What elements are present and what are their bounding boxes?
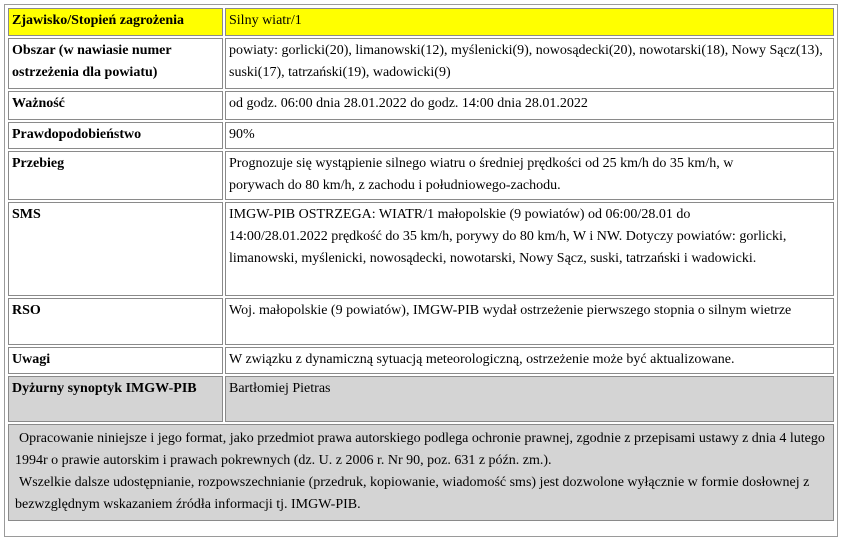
- warning-container: [4, 4, 838, 537]
- probability-label: Prawdopodobieństwo: [8, 122, 223, 149]
- copyright-notice: [8, 424, 834, 521]
- notes-value: W związku z dynamiczną sytuacją meteorologiczną, ostrzeżenie może być aktualizowane.: [225, 347, 834, 374]
- probability-value: 90%: [225, 122, 834, 149]
- phenomenon-label: Zjawisko/Stopień zagrożenia: [8, 8, 223, 36]
- phenomenon-value: Silny wiatr/1: [225, 8, 834, 36]
- forecaster-label: Dyżurny synoptyk IMGW-PIB: [8, 376, 223, 422]
- row-rso: [8, 298, 834, 345]
- validity-value: od godz. 06:00 dnia 28.01.2022 do godz. 14:00 dnia 28.01.2022: [225, 91, 834, 120]
- row-notes: [8, 347, 834, 374]
- copyright-paragraph-1: Opracowanie niniejsze i jego format, jako przedmiot prawa autorskiego podlega ochronie prawnej, zgodnie z przepisami ustawy z dnia 4 lutego 1994r o prawie autorskim i prawach pokrewnych (dz. U. z 2006 r. Nr 90, poz. 631 z późn. zm.).: [15, 431, 825, 468]
- row-forecaster: [8, 376, 834, 422]
- row-course: [8, 151, 834, 200]
- course-value: Prognozuje się wystąpienie silnego wiatru o średniej prędkości od 25 km/h do 35 km/h, w porywach do 80 km/h, z zachodu i południowego-zachodu.: [225, 151, 834, 200]
- area-value: powiaty: gorlicki(20), limanowski(12), myślenicki(9), nowosądecki(20), nowotarski(18), Nowy Sącz(13), suski(17), tatrzański(19), wadowicki(9): [225, 38, 834, 89]
- row-probability: [8, 122, 834, 149]
- area-label: Obszar (w nawiasie numer ostrzeżenia dla powiatu): [8, 38, 223, 89]
- sms-label: SMS: [8, 202, 223, 296]
- row-phenomenon: [8, 8, 834, 36]
- rso-label: RSO: [8, 298, 223, 345]
- copyright-paragraph-2: Wszelkie dalsze udostępnianie, rozpowszechnianie (przedruk, kopiowanie, wiadomość sms) jest dozwolone wyłącznie w formie dosłownej z bezwzględnym wskazaniem źródła informacji tj. IMGW-PIB.: [15, 475, 810, 512]
- validity-label: Ważność: [8, 91, 223, 120]
- sms-value: IMGW-PIB OSTRZEGA: WIATR/1 małopolskie (9 powiatów) od 06:00/28.01 do 14:00/28.01.2022 prędkość do 35 km/h, porywy do 80 km/h, W i NW. Dotyczy powiatów: gorlicki, limanowski, myślenicki, nowosądecki, nowotarski, Nowy Sącz, suski, tatrzański i wadowicki.: [225, 202, 834, 296]
- forecaster-value: Bartłomiej Pietras: [225, 376, 834, 422]
- rso-value: Woj. małopolskie (9 powiatów), IMGW-PIB wydał ostrzeżenie pierwszego stopnia o silnym wietrze: [225, 298, 834, 345]
- course-label: Przebieg: [8, 151, 223, 200]
- row-validity: [8, 91, 834, 120]
- notes-label: Uwagi: [8, 347, 223, 374]
- row-footer: [8, 424, 834, 521]
- row-area: [8, 38, 834, 89]
- warning-table: [6, 6, 836, 523]
- row-sms: [8, 202, 834, 296]
